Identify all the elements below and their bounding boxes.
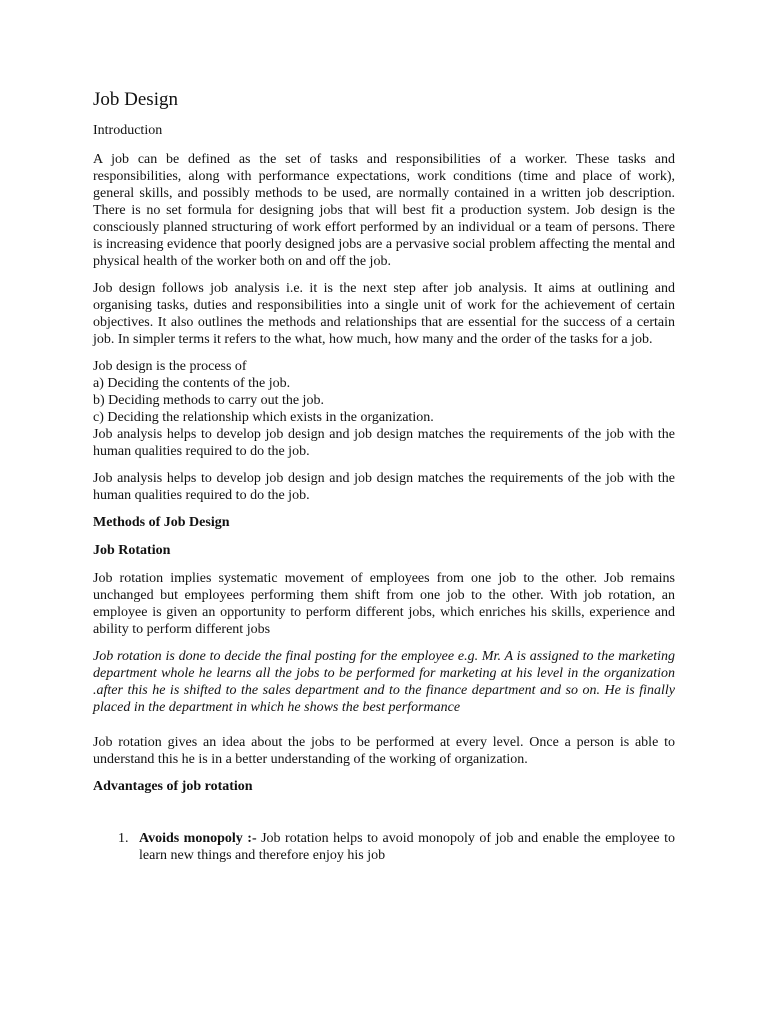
paragraph-idea: Job rotation gives an idea about the jobs to be performed at every level. Once a person is able to understand this he is in a better understanding of the working of organization. xyxy=(93,735,675,767)
paragraph-job-rotation: Job rotation implies systematic movement of employees from one job to the other. Job remains unchanged but employees performing them shift from one job to the other. With job rotation, an employee is given an opportunity to perform different jobs, which enriches his skills, experience and ability to perform different jobs xyxy=(93,571,675,637)
methods-heading: Methods of Job Design xyxy=(93,515,230,530)
process-item-a: a) Deciding the contents of the job. xyxy=(93,376,291,391)
process-summary-line: Job analysis helps to develop job design and job design matches the requirements of the job with the human qualities required to do the job. xyxy=(93,427,675,459)
job-rotation-heading: Job Rotation xyxy=(93,543,171,558)
advantage-term: Avoids monopoly :- xyxy=(139,831,257,846)
advantage-number: 1. xyxy=(118,831,129,846)
process-item-c: c) Deciding the relationship which exists in the organization. xyxy=(93,410,434,425)
paragraph-job-analysis: Job design follows job analysis i.e. it is the next step after job analysis. It aims at outlining and organising tasks, duties and responsibilities into a single unit of work for the achievement of certain objectives. It also outlines the methods and relationships that are essential for the success of a certain job. In simpler terms it refers to the what, how much, how many and the order of the tasks for a job. xyxy=(93,281,675,347)
document-title: Job Design xyxy=(93,89,178,110)
advantage-text: Job rotation helps to avoid monopoly of job and enable the employee to learn new things and therefore enjoy his job xyxy=(139,831,675,863)
advantage-item xyxy=(118,830,675,864)
paragraph-repeat: Job analysis helps to develop job design and job design matches the requirements of the job with the human qualities required to do the job. xyxy=(93,471,675,503)
process-intro-line: Job design is the process of xyxy=(93,359,247,374)
paragraph-definition: A job can be defined as the set of tasks and responsibilities of a worker. These tasks and responsibilities, along with performance expectations, work conditions (time and place of work), general skills, and possibly methods to be used, are normally contained in a written job description. There is no set formula for designing jobs that will best fit a production system. Job design is the consciously planned structuring of work effort performed by an individual or a team of persons. There is increasing evidence that poorly designed jobs are a pervasive social problem affecting the mental and physical health of the worker both on and off the job. xyxy=(93,152,675,269)
intro-heading: Introduction xyxy=(93,123,163,138)
advantages-heading: Advantages of job rotation xyxy=(93,779,253,794)
document-page xyxy=(93,88,675,864)
advantage-body xyxy=(139,830,675,864)
process-item-b: b) Deciding methods to carry out the job. xyxy=(93,393,324,408)
paragraph-example: Job rotation is done to decide the final posting for the employee e.g. Mr. A is assigned to the marketing department whole he learns all the jobs to be performed for marketing at his level in the organization .after this he is shifted to the sales department and to the finance department and so on. He is finally placed in the department in which he shows the best performance xyxy=(93,649,675,715)
process-list xyxy=(93,358,675,460)
